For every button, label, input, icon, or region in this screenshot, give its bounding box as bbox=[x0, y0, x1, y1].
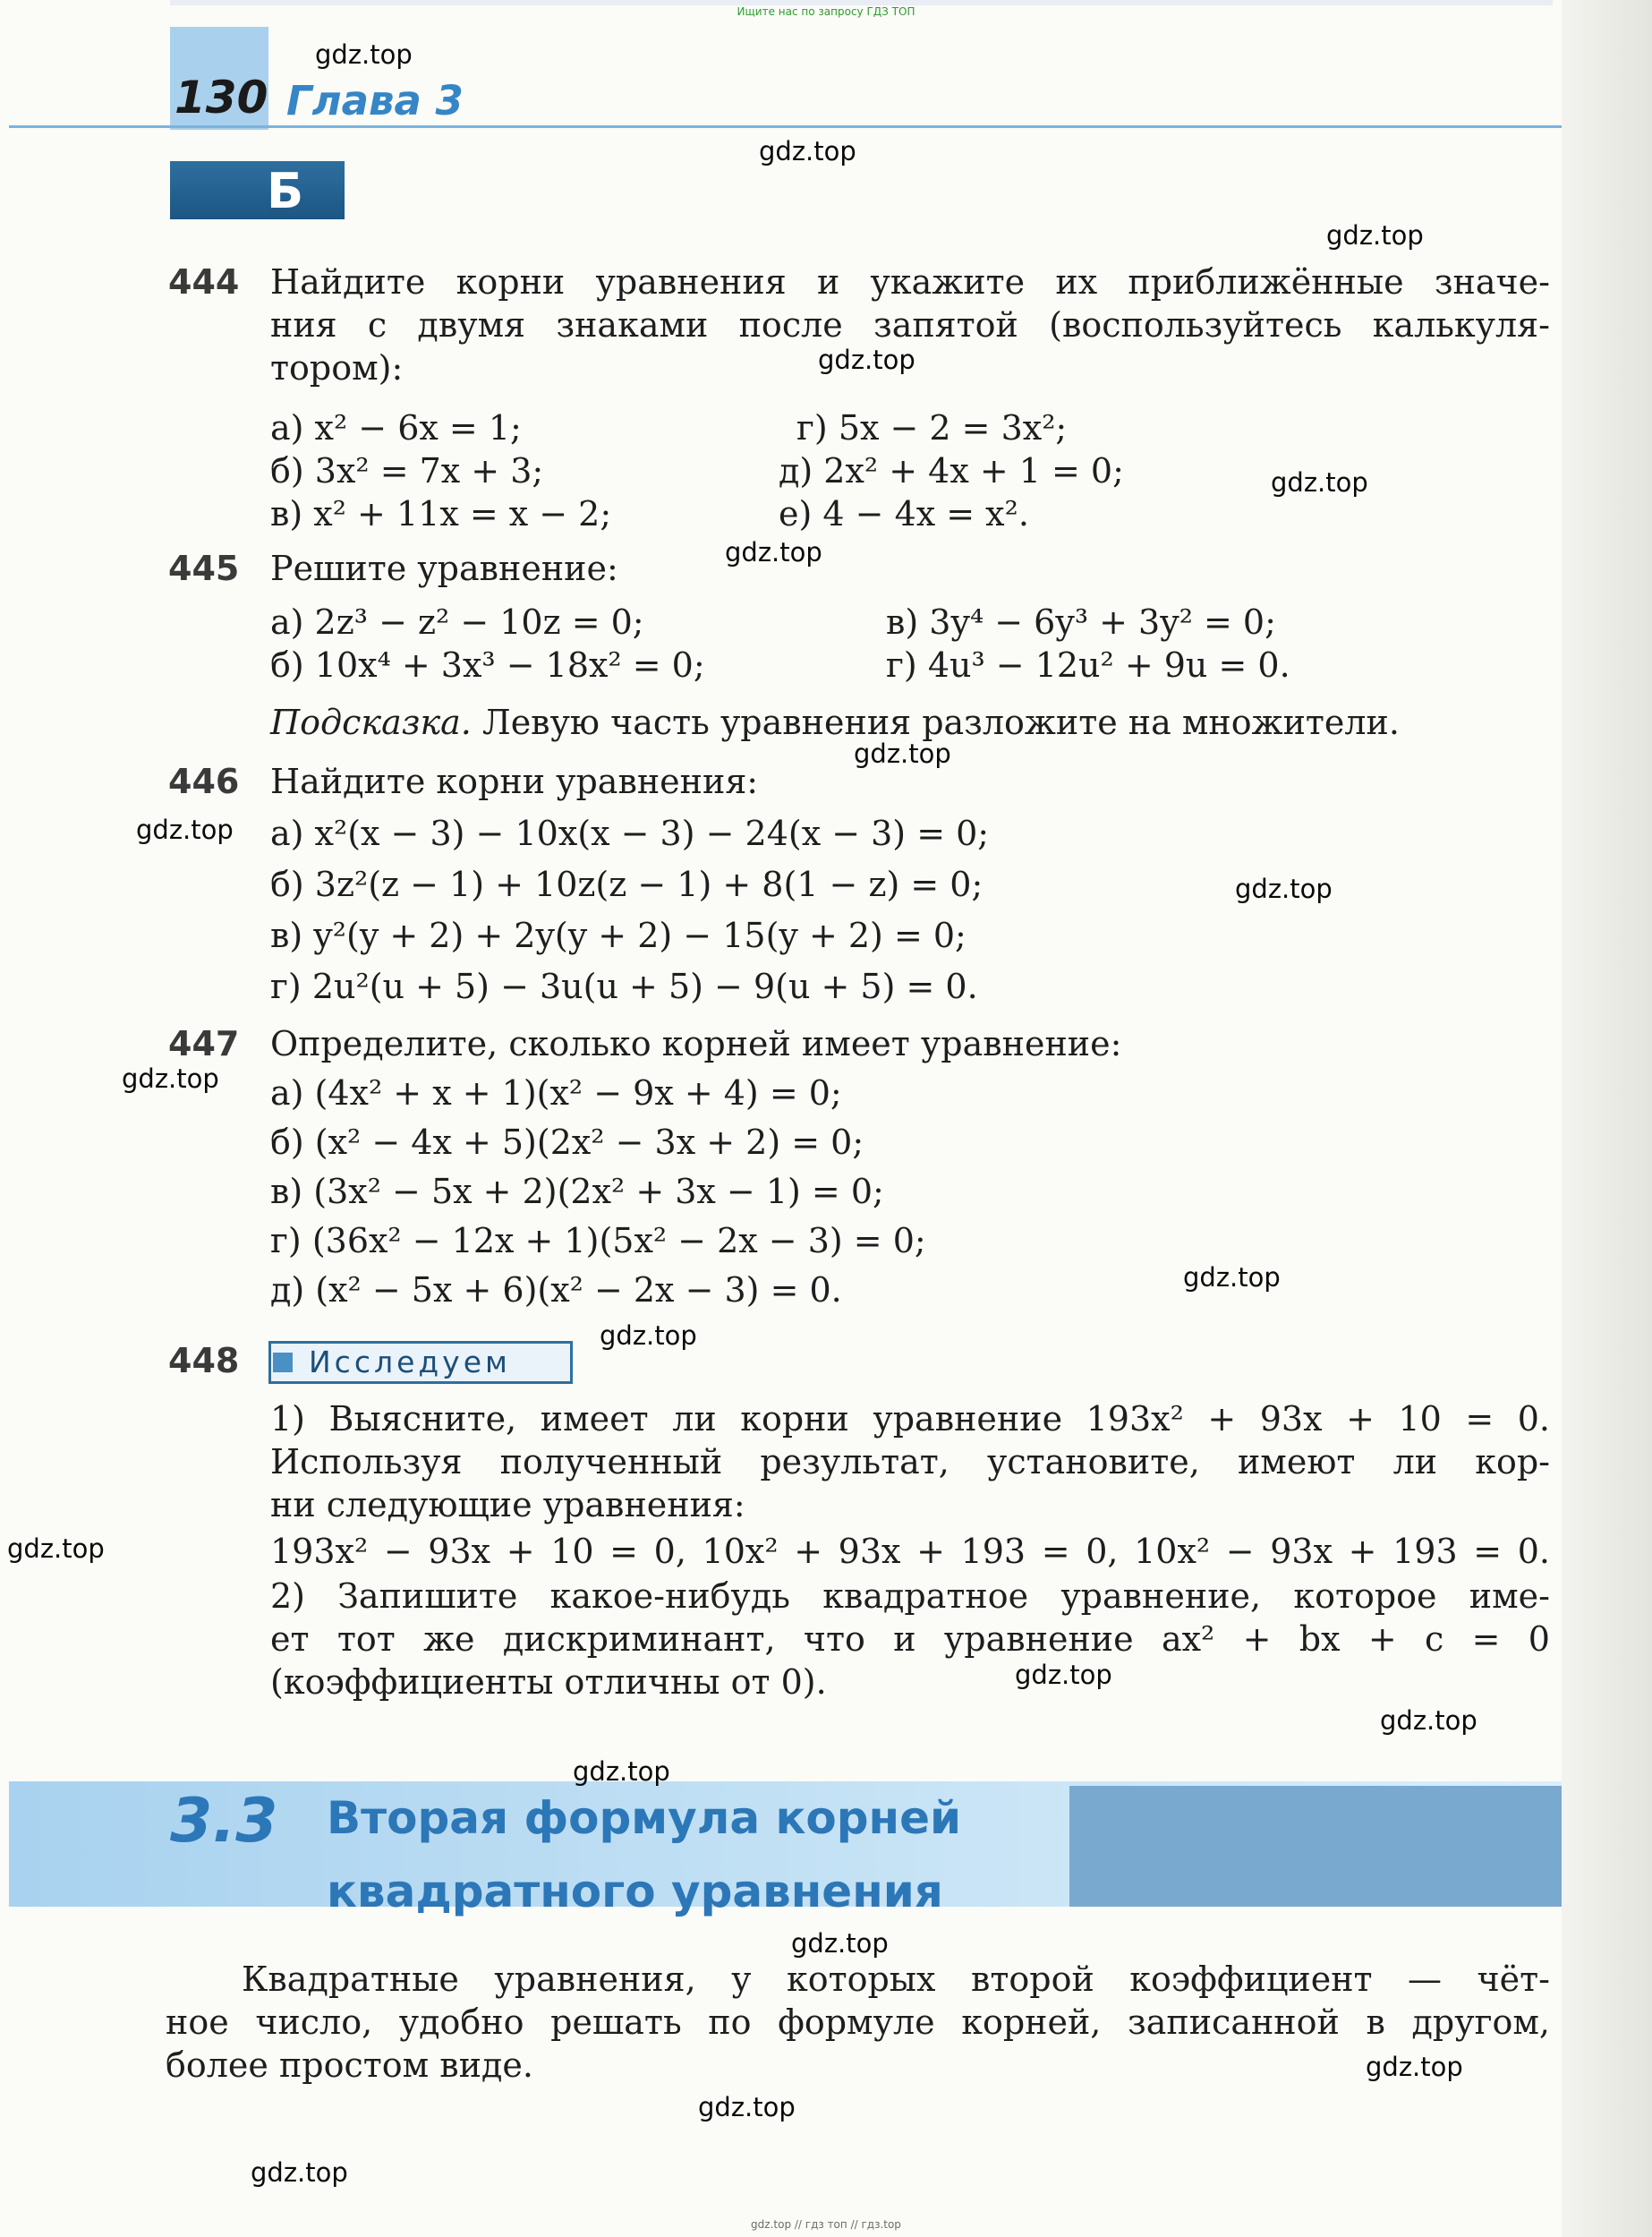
exercise-number: 448 bbox=[168, 1341, 240, 1380]
section-title-line: квадратного уравнения bbox=[327, 1866, 943, 1917]
watermark: gdz.top bbox=[251, 2157, 348, 2188]
exercise-title: Определите, сколько корней имеет уравнение: bbox=[270, 1024, 1122, 1063]
watermark: gdz.top bbox=[791, 1928, 889, 1959]
level-badge bbox=[170, 161, 345, 219]
equation-item: б) (x² − 4x + 5)(2x² − 3x + 2) = 0; bbox=[270, 1123, 864, 1162]
watermark: gdz.top bbox=[1326, 220, 1424, 251]
exercise-title: Найдите корни уравнения: bbox=[270, 762, 759, 801]
equation-item: б) 3z²(z − 1) + 10z(z − 1) + 8(1 − z) = 0; bbox=[270, 865, 984, 904]
hint-label: Подсказка. bbox=[270, 703, 472, 742]
study-badge-marker bbox=[273, 1353, 293, 1372]
exercise-number: 446 bbox=[168, 762, 240, 801]
equation-item: в) (3x² − 5x + 2)(2x² + 3x − 1) = 0; bbox=[270, 1172, 884, 1211]
paragraph-line: более простом виде. bbox=[166, 2045, 533, 2085]
exercise-text-line: Используя полученный результат, установите, имеют ли кор- bbox=[270, 1442, 1550, 1481]
watermark: gdz.top bbox=[1366, 2052, 1463, 2082]
equation-item: в) x² + 11x = x − 2; bbox=[270, 494, 612, 534]
exercise-number: 447 bbox=[168, 1024, 240, 1063]
equation-item: а) (4x² + x + 1)(x² − 9x + 4) = 0; bbox=[270, 1073, 842, 1113]
exercise-text-line: Найдите корни уравнения и укажите их приближённые значе- bbox=[270, 262, 1550, 302]
hint-text: Левую часть уравнения разложите на множители. bbox=[481, 703, 1400, 742]
watermark: gdz.top bbox=[122, 1063, 219, 1094]
watermark: gdz.top bbox=[573, 1756, 670, 1787]
equation-item: г) (36x² − 12x + 1)(5x² − 2x − 3) = 0; bbox=[270, 1221, 926, 1260]
chapter-title: Глава 3 bbox=[286, 77, 464, 124]
section-number: 3.3 bbox=[170, 1786, 278, 1857]
equation-item: д) (x² − 5x + 6)(x² − 2x − 3) = 0. bbox=[270, 1270, 842, 1310]
watermark: gdz.top bbox=[1015, 1660, 1112, 1690]
exercise-hint bbox=[270, 702, 1550, 743]
paragraph-line: ное число, удобно решать по формуле корней, записанной в другом, bbox=[166, 2002, 1550, 2042]
equation-item: а) x²(x − 3) − 10x(x − 3) − 24(x − 3) = 0; bbox=[270, 814, 990, 853]
exercise-title: Решите уравнение: bbox=[270, 549, 618, 588]
watermark: gdz.top bbox=[1183, 1262, 1281, 1293]
exercise-number: 444 bbox=[168, 262, 240, 302]
top-watermark-note: Ищите нас по запросу ГДЗ ТОП bbox=[737, 5, 915, 18]
equation-item: а) x² − 6x = 1; bbox=[270, 408, 522, 448]
equation-item: г) 5x − 2 = 3x²; bbox=[796, 408, 1068, 448]
page-edge-shadow bbox=[1562, 0, 1652, 2237]
exercise-text-line: тором): bbox=[270, 348, 404, 388]
equation-item: б) 3x² = 7x + 3; bbox=[270, 451, 544, 491]
watermark: gdz.top bbox=[725, 537, 822, 568]
section-header-accent bbox=[1069, 1786, 1562, 1907]
equation-item: а) 2z³ − z² − 10z = 0; bbox=[270, 602, 644, 642]
equation-item: г) 4u³ − 12u² + 9u = 0. bbox=[886, 645, 1290, 685]
watermark: gdz.top bbox=[698, 2092, 796, 2122]
equation-item: е) 4 − 4x = x². bbox=[779, 494, 1029, 534]
watermark: gdz.top bbox=[7, 1533, 105, 1564]
watermark: gdz.top bbox=[818, 345, 915, 375]
exercise-text-line: 1) Выясните, имеет ли корни уравнение 193x² + 93x + 10 = 0. bbox=[270, 1399, 1550, 1439]
study-badge-label: Исследуем bbox=[309, 1345, 511, 1379]
section-title-line: Вторая формула корней bbox=[327, 1792, 962, 1844]
paragraph-line: Квадратные уравнения, у которых второй коэффициент — чёт- bbox=[242, 1960, 1550, 1999]
watermark: gdz.top bbox=[759, 136, 856, 166]
equation-item: г) 2u²(u + 5) − 3u(u + 5) − 9(u + 5) = 0. bbox=[270, 967, 978, 1006]
exercise-text-line: 193x² − 93x + 10 = 0, 10x² + 93x + 193 = 0, 10x² − 93x + 193 = 0. bbox=[270, 1532, 1550, 1571]
bottom-watermark-note: gdz.top // гдз топ // гдз.top bbox=[751, 2218, 901, 2231]
equation-item: в) y²(y + 2) + 2y(y + 2) − 15(y + 2) = 0; bbox=[270, 916, 967, 955]
watermark: gdz.top bbox=[136, 815, 234, 845]
exercise-text-line: ни следующие уравнения: bbox=[270, 1485, 745, 1524]
exercise-text-line: 2) Запишите какое-нибудь квадратное уравнение, которое име- bbox=[270, 1576, 1550, 1616]
exercise-text-line: (коэффициенты отличны от 0). bbox=[270, 1662, 827, 1702]
watermark: gdz.top bbox=[315, 39, 413, 70]
header-rule bbox=[9, 125, 1562, 128]
equation-item: б) 10x⁴ + 3x³ − 18x² = 0; bbox=[270, 645, 705, 685]
watermark: gdz.top bbox=[1271, 467, 1368, 498]
watermark: gdz.top bbox=[600, 1320, 697, 1351]
exercise-text-line: ет тот же дискриминант, что и уравнение ax² + bx + c = 0 bbox=[270, 1619, 1550, 1659]
level-letter: Б bbox=[267, 163, 304, 219]
watermark: gdz.top bbox=[854, 739, 951, 769]
watermark: gdz.top bbox=[1235, 874, 1333, 904]
watermark: gdz.top bbox=[1380, 1705, 1477, 1736]
equation-item: д) 2x² + 4x + 1 = 0; bbox=[779, 451, 1124, 491]
exercise-number: 445 bbox=[168, 549, 240, 588]
exercise-text-line: ния с двумя знаками после запятой (воспользуйтесь калькуля- bbox=[270, 305, 1550, 345]
page-number: 130 bbox=[175, 72, 268, 124]
equation-item: в) 3y⁴ − 6y³ + 3y² = 0; bbox=[886, 602, 1276, 642]
